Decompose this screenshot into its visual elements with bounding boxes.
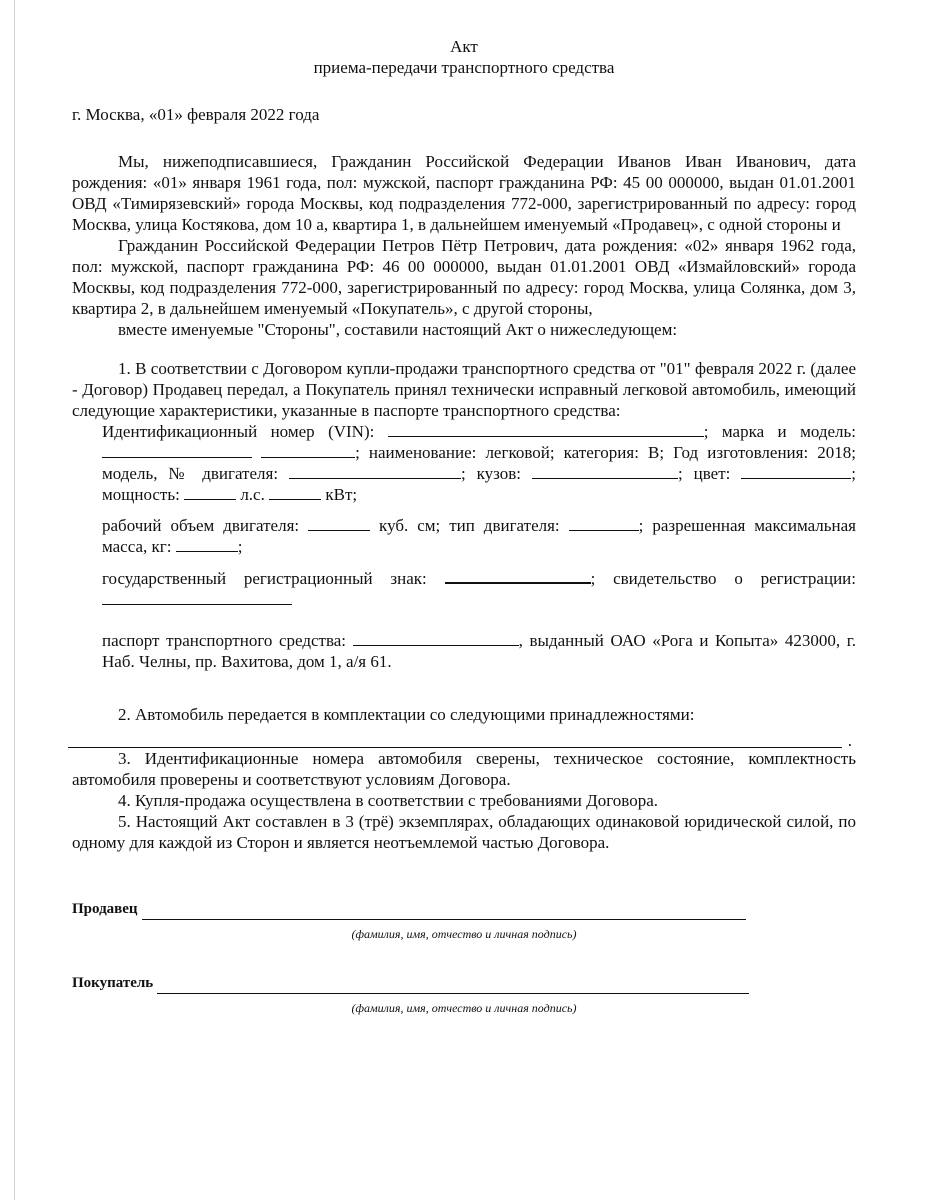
hp-unit: л.с. (240, 485, 265, 504)
reg-label: ; свидетельство о регистрации: (590, 569, 856, 588)
place-date: г. Москва, «01» февраля 2022 года (72, 105, 320, 124)
spacer (72, 853, 856, 899)
plate-label: государственный регистрационный знак: (102, 569, 427, 588)
accessories-blank[interactable] (68, 725, 852, 750)
document-body (72, 36, 856, 1019)
engine-line (102, 515, 856, 557)
buyer-paragraph: Гражданин Российской Федерации Петров Пётр Петрович, дата рождения: «02» января 1962 года, пол: мужской, паспорт гражданина РФ: 46 00 000000, выдан 01.01.2001 ОВД «Измайловский» города Москвы, код подразделения 772-000, зарегистрированный по адресу: город Москва, улица Солянка, дом 3, квартира 2, в дальнейшем именуемый «Покупатель», с другой стороны, (72, 236, 856, 318)
pts-label: паспорт транспортного средства: (102, 631, 347, 650)
item-4-text: 4. Купля-продажа осуществлена в соответствии с требованиями Договора. (118, 791, 658, 810)
volume-blank[interactable] (308, 515, 370, 531)
spacer (72, 945, 856, 973)
mass-blank[interactable] (176, 536, 238, 552)
kw-unit: кВт; (325, 485, 358, 504)
item-2-text: 2. Автомобиль передается в комплектации со следующими принадлежностями: (118, 705, 695, 724)
seller-signature-line[interactable] (142, 904, 746, 920)
item-3-text: 3. Идентификационные номера автомобиля сверены, техническое состояние, комплектность автомобиля проверены и соответствуют условиям Договора. (72, 749, 856, 789)
page-edge (14, 0, 15, 1200)
doc-subtitle: приема-передачи транспортного средства (313, 58, 615, 77)
name-label: ; наименование: легковой; категория: В; Год изготовления: (355, 443, 809, 462)
mass-label: ; разрешенная максимальная масса, кг: (102, 516, 856, 556)
year-model-label: 2018; модель, № двигателя: (102, 443, 857, 483)
vin-label: Идентификационный номер (VIN): (102, 422, 375, 441)
buyer-signature-label: Покупатель (72, 975, 154, 991)
body-blank[interactable] (532, 463, 678, 479)
buyer-signature-line[interactable] (157, 978, 749, 994)
body-label: ; кузов: (461, 464, 522, 483)
item-5-text: 5. Настоящий Акт составлен в 3 (трё) экземплярах, обладающих одинаковой юридической силой, по одному для каждой из Сторон и является неотъемлемой частью Договора. (72, 812, 856, 852)
reg-blank[interactable] (102, 589, 292, 605)
buyer-signature-caption: (фамилия, имя, отчество и личная подпись) (351, 1001, 577, 1015)
power-hp-blank[interactable] (184, 484, 236, 500)
seller-paragraph: Мы, нижеподписавшиеся, Гражданин Российской Федерации Иванов Иван Иванович, дата рождения: «01» января 1961 года, пол: мужской, паспорт гражданина РФ: 45 00 000000, выдан 01.01.2001 ОВД «Тимирязевский» города Москвы, код подразделения 772-000, зарегистрированный по адресу: город Москва, улица Костякова, дом 10 а, квартира 1, в дальнейшем именуемый «Продавец», с одной стороны и (72, 152, 856, 234)
buyer-signature-row (72, 973, 856, 994)
engine-number-blank[interactable] (289, 463, 461, 479)
pts-blank[interactable] (353, 630, 519, 646)
color-blank[interactable] (741, 463, 851, 479)
parties-paragraph: вместе именуемые "Стороны", составили настоящий Акт о нижеследующем: (118, 320, 678, 339)
seller-signature-label: Продавец (72, 901, 138, 917)
vin-blank[interactable] (388, 421, 704, 437)
pts-issued: , выданный ОАО «Рога и Копыта» 423000, г. Наб. Челны, пр. Вахитова, дом 1, а/я 61. (102, 631, 856, 671)
color-label: ; цвет: (677, 464, 731, 483)
vin-line (102, 421, 856, 505)
brand-label: ; марка и модель: (703, 422, 856, 441)
brand-blank-2[interactable] (261, 442, 355, 458)
volume-label: рабочий объем двигателя: (102, 516, 300, 535)
pts-line (102, 630, 856, 672)
cc-label: куб. см; тип двигателя: (379, 516, 560, 535)
accessories-end: . (847, 731, 852, 750)
brand-blank-1[interactable] (102, 442, 252, 458)
seller-signature-caption: (фамилия, имя, отчество и личная подпись) (351, 927, 577, 941)
doc-title: Акт (450, 37, 478, 56)
item-1-text: 1. В соответствии с Договором купли-продажи транспортного средства от "01" февраля 2022 г. (далее - Договор) Продавец передал, а Покупатель принял технически исправный легковой автомобиль, имеющий следующие характеристики, указанные в паспорте транспортного средства: (72, 359, 856, 420)
plate-blank[interactable] (445, 567, 591, 584)
power-kw-blank[interactable] (269, 484, 321, 500)
engine-type-blank[interactable] (569, 515, 639, 531)
seller-signature-row (72, 899, 856, 920)
plate-line (102, 567, 856, 610)
mass-end: ; (237, 537, 243, 556)
power-label: ; мощность: (102, 464, 857, 504)
vehicle-fields (72, 421, 856, 672)
